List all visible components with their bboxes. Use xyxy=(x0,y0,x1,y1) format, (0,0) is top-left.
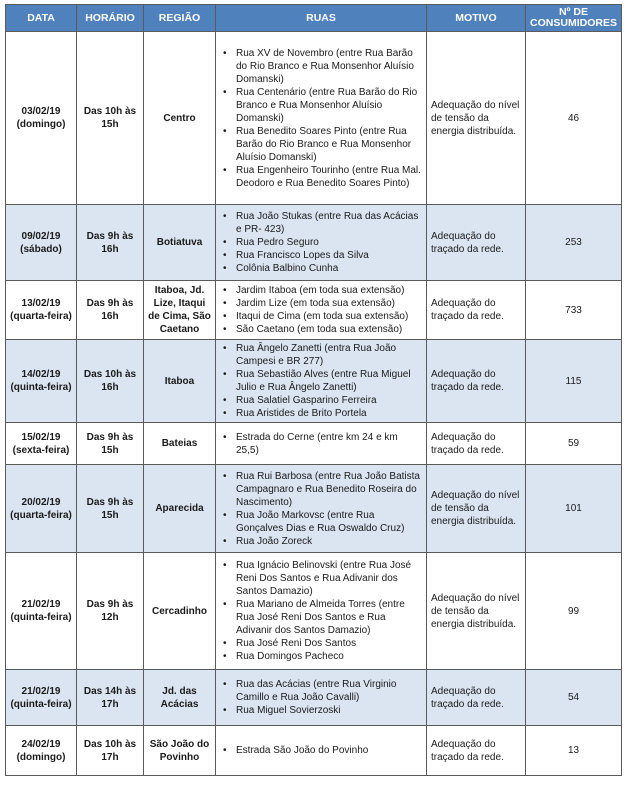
weekday-value: (sábado) xyxy=(20,243,62,255)
consumidores-cell: 101 xyxy=(526,465,622,553)
ruas-cell xyxy=(216,205,427,281)
ruas-cell xyxy=(216,465,427,553)
regiao-cell: Bateias xyxy=(144,423,216,465)
date-cell xyxy=(6,32,77,205)
consumidores-cell: 99 xyxy=(526,553,622,670)
horario-cell: Das 9h às 15h xyxy=(77,465,144,553)
weekday-value: (domingo) xyxy=(16,751,66,763)
header-motivo: MOTIVO xyxy=(427,5,526,32)
date-cell xyxy=(6,205,77,281)
date-cell xyxy=(6,423,77,465)
table-row xyxy=(6,205,622,281)
motivo-cell: Adequação do nível de tensão da energia distribuída. xyxy=(427,465,526,553)
header-ruas: RUAS xyxy=(216,5,427,32)
horario-cell: Das 9h às 15h xyxy=(77,423,144,465)
regiao-cell: Aparecida xyxy=(144,465,216,553)
list-item: • Rua João Zoreck xyxy=(236,535,423,548)
regiao-cell: Botiatuva xyxy=(144,205,216,281)
horario-cell: Das 10h às 16h xyxy=(77,340,144,423)
ruas-cell xyxy=(216,32,427,205)
list-item: • Rua das Acácias (entre Rua Virginio Camillo e Rua João Cavalli) xyxy=(236,678,423,704)
ruas-cell xyxy=(216,726,427,776)
consumidores-cell: 46 xyxy=(526,32,622,205)
ruas-list xyxy=(216,431,423,457)
consumidores-cell: 13 xyxy=(526,726,622,776)
list-item: • Rua Mariano de Almeida Torres (entre Rua José Reni Dos Santos e Rua Adivanir dos Santos Damazio) xyxy=(236,598,423,637)
motivo-cell: Adequação do nível de tensão da energia distribuída. xyxy=(427,32,526,205)
date-value: 20/02/19 xyxy=(21,496,61,508)
header-horario: HORÁRIO xyxy=(77,5,144,32)
ruas-list xyxy=(216,47,423,190)
weekday-value: (quarta-feira) xyxy=(10,311,72,322)
header-consumidores: Nº DE CONSUMIDORES xyxy=(526,5,622,32)
list-item: • Rua Domingos Pacheco xyxy=(236,650,423,663)
list-item: • Rua Ignácio Belinovski (entre Rua José Reni Dos Santos e Rua Adivanir dos Santos Damazio) xyxy=(236,559,423,598)
weekday-value: (quinta-feira) xyxy=(10,698,72,710)
horario-cell: Das 10h às 15h xyxy=(77,32,144,205)
horario-cell: Das 9h às 16h xyxy=(77,205,144,281)
weekday-value: (sexta-feira) xyxy=(12,444,70,456)
date-value: 15/02/19 xyxy=(21,431,61,443)
ruas-list xyxy=(216,470,423,548)
list-item: • Rua Miguel Sovierzoski xyxy=(236,704,423,717)
table-row xyxy=(6,32,622,205)
table-row xyxy=(6,423,622,465)
date-value: 21/02/19 xyxy=(21,685,61,697)
header-row xyxy=(6,5,622,32)
regiao-cell: Jd. das Acácias xyxy=(144,670,216,726)
horario-cell: Das 9h às 16h xyxy=(77,281,144,340)
horario-cell: Das 10h às 17h xyxy=(77,726,144,776)
list-item: • Jardim Lize (em toda sua extensão) xyxy=(236,297,423,310)
ruas-list xyxy=(216,284,423,336)
date-value: 24/02/19 xyxy=(21,738,61,750)
motivo-cell: Adequação do traçado da rede. xyxy=(427,670,526,726)
consumidores-cell: 253 xyxy=(526,205,622,281)
list-item: • Rua Francisco Lopes da Silva xyxy=(236,249,423,262)
ruas-list xyxy=(216,342,423,420)
date-value: 03/02/19 xyxy=(21,106,61,117)
list-item: • Rua Rui Barbosa (entre Rua João Batista Campagnaro e Rua Benedito Roseira do Nascimento) xyxy=(236,470,423,509)
horario-cell: Das 9h às 12h xyxy=(77,553,144,670)
list-item: • São Caetano (em toda sua extensão) xyxy=(236,323,423,336)
motivo-cell: Adequação do traçado da rede. xyxy=(427,205,526,281)
list-item: • Rua Pedro Seguro xyxy=(236,236,423,249)
list-item: • Estrada São João do Povinho xyxy=(236,744,423,757)
consumidores-cell: 54 xyxy=(526,670,622,726)
date-cell xyxy=(6,340,77,423)
list-item: • Rua XV de Novembro (entre Rua Barão do Rio Branco e Rua Monsenhor Aluísio Domanski) xyxy=(236,47,423,86)
date-cell xyxy=(6,465,77,553)
regiao-cell: Itaboa xyxy=(144,340,216,423)
table-row xyxy=(6,670,622,726)
weekday-value: (quinta-feira) xyxy=(10,382,72,393)
header-data: DATA xyxy=(6,5,77,32)
table-row xyxy=(6,340,622,423)
motivo-cell: Adequação do traçado da rede. xyxy=(427,340,526,423)
regiao-cell: São João do Povinho xyxy=(144,726,216,776)
list-item: • Rua José Reni Dos Santos xyxy=(236,637,423,650)
list-item: • Rua Ângelo Zanetti (entra Rua João Campesi e BR 277) xyxy=(236,342,423,368)
ruas-list xyxy=(216,678,423,717)
ruas-list xyxy=(216,744,423,757)
date-value: 13/02/19 xyxy=(21,298,61,309)
list-item: • Colônia Balbino Cunha xyxy=(236,262,423,275)
regiao-cell: Cercadinho xyxy=(144,553,216,670)
ruas-cell xyxy=(216,670,427,726)
list-item: • Jardim Itaboa (em toda sua extensão) xyxy=(236,284,423,297)
motivo-cell: Adequação do traçado da rede. xyxy=(427,281,526,340)
weekday-value: (quarta-feira) xyxy=(10,509,72,521)
ruas-list xyxy=(216,210,423,275)
date-cell xyxy=(6,726,77,776)
date-cell xyxy=(6,670,77,726)
list-item: • Rua João Stukas (entre Rua das Acácias e PR- 423) xyxy=(236,210,423,236)
list-item: • Rua Benedito Soares Pinto (entre Rua Barão do Rio Branco e Rua Monsenhor Aluísio Domanski) xyxy=(236,125,423,164)
date-value: 09/02/19 xyxy=(21,230,61,242)
header-regiao: REGIÃO xyxy=(144,5,216,32)
list-item: • Rua João Markovsc (entre Rua Gonçalves Dias e Rua Oswaldo Cruz) xyxy=(236,509,423,535)
consumidores-cell: 115 xyxy=(526,340,622,423)
ruas-list xyxy=(216,559,423,663)
list-item: • Rua Salatiel Gasparino Ferreira xyxy=(236,394,423,407)
list-item: • Itaqui de Cima (em toda sua extensão) xyxy=(236,310,423,323)
weekday-value: (quinta-feira) xyxy=(10,612,72,623)
list-item: • Rua Sebastião Alves (entre Rua Miguel Julio e Rua Ângelo Zanetti) xyxy=(236,368,423,394)
date-value: 21/02/19 xyxy=(21,599,61,610)
horario-cell: Das 14h às 17h xyxy=(77,670,144,726)
list-item: • Rua Aristides de Brito Portela xyxy=(236,407,423,420)
table-row xyxy=(6,465,622,553)
list-item: • Rua Engenheiro Tourinho (entre Rua Mal. Deodoro e Rua Benedito Soares Pinto) xyxy=(236,164,423,190)
schedule-table xyxy=(5,4,622,776)
ruas-cell xyxy=(216,423,427,465)
regiao-cell: Centro xyxy=(144,32,216,205)
motivo-cell: Adequação do traçado da rede. xyxy=(427,423,526,465)
table-row xyxy=(6,281,622,340)
date-cell xyxy=(6,281,77,340)
consumidores-cell: 59 xyxy=(526,423,622,465)
ruas-cell xyxy=(216,340,427,423)
table-row xyxy=(6,553,622,670)
list-item: • Estrada do Cerne (entre km 24 e km 25,5) xyxy=(236,431,423,457)
list-item: • Rua Centenário (entre Rua Barão do Rio Branco e Rua Monsenhor Aluísio Domanski) xyxy=(236,86,423,125)
weekday-value: (domingo) xyxy=(16,119,66,130)
ruas-cell xyxy=(216,553,427,670)
motivo-cell: Adequação do traçado da rede. xyxy=(427,726,526,776)
regiao-cell: Itaboa, Jd. Lize, Itaqui de Cima, São Caetano xyxy=(144,281,216,340)
date-value: 14/02/19 xyxy=(21,369,61,380)
ruas-cell xyxy=(216,281,427,340)
consumidores-cell: 733 xyxy=(526,281,622,340)
table-body xyxy=(6,32,622,776)
motivo-cell: Adequação do nível de tensão da energia distribuída. xyxy=(427,553,526,670)
date-cell xyxy=(6,553,77,670)
table-row xyxy=(6,726,622,776)
